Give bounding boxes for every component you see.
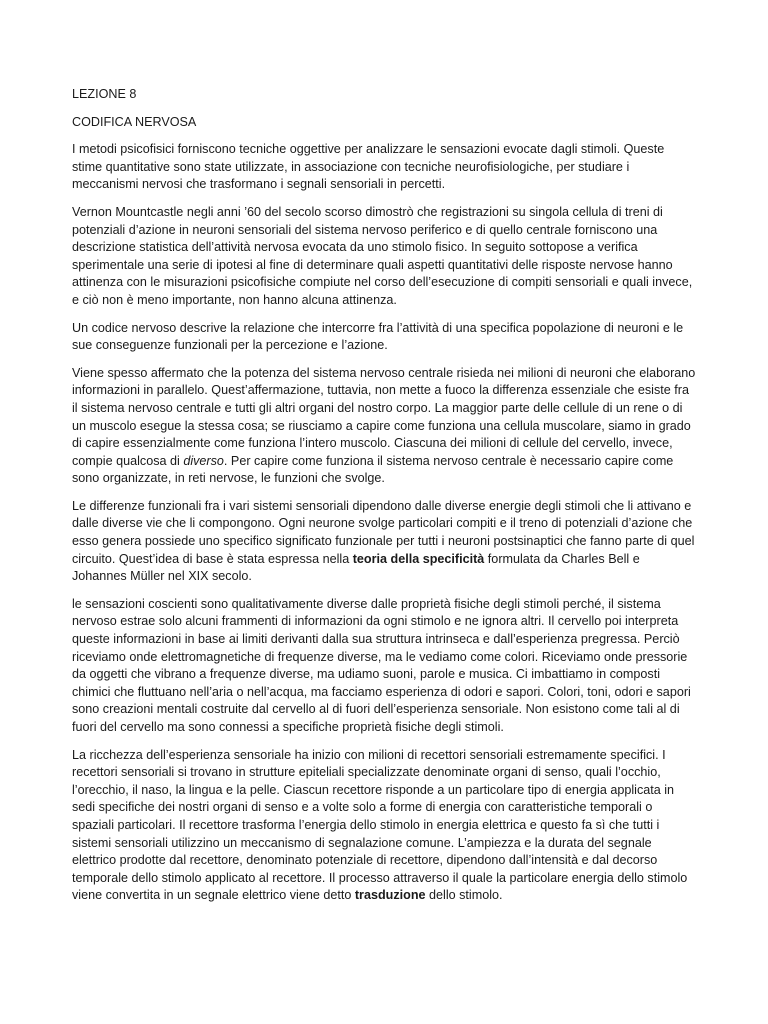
paragraph-receptors-text-a: La ricchezza dell’esperienza sensoriale ha inizio con milioni di recettori sensoriali estremamente specifici. I recettori sensoriali si trovano in strutture epiteliali specializzate denominate organi di senso, quali l’occhio, l’orecchio, il naso, la lingua e la pelle. Ciascun recettore risponde a un particolare tipo di energia applicata in sedi specifiche dei nostri organi di senso e a volte solo a forme di energia con caratteristiche temporali o spaziali particolari. Il recettore trasforma l’energia dello stimolo in energia elettrica e questo fa sì che tutti i sistemi sensoriali utilizzino un meccanismo di segnalazione comune. L’ampiezza e la durata del segnale elettrico prodotte dal recettore, denominato potenziale di recettore, dipendono dall’intensità e dal decorso temporale dello stimolo applicato al recettore. Il processo attraverso il quale la particolare energia dello stimolo viene convertita in un segnale elettrico viene detto (72, 747, 688, 903)
paragraph-receptors (72, 747, 696, 905)
paragraph-cns-power-text-b: . Per capire come funziona il sistema nervoso centrale è necessario capire come sono organizzate, in reti nervose, le funzioni che svolge. (72, 453, 674, 486)
paragraph-psychophysics: I metodi psicofisici forniscono tecniche oggettive per analizzare le sensazioni evocate dagli stimoli. Queste stime quantitative sono state utilizzate, in associazione con tecniche neurofisiologiche, per studiare i meccanismi nervosi che trasformano i segnali sensoriali in percetti. (72, 142, 665, 192)
bold-trasduzione: trasduzione (354, 888, 426, 903)
document-page (72, 86, 696, 915)
paragraph-receptors-text-b: dello stimolo. (425, 888, 503, 903)
lesson-label: LEZIONE 8 (72, 87, 137, 101)
italic-diverso: diverso (183, 453, 224, 468)
paragraph-specificity-text-a: Le differenze funzionali fra i vari sistemi sensoriali dipendono dalle diverse energie degli stimoli che li attivano e dalle diverse vie che li compongono. Ogni neurone svolge particolari compiti e il treno di potenziali d’azione che esso genera possiede uno specifico significato funzionale per tutti i neuroni postsinaptici che fanno parte di quel circuito. Quest’idea di base è stata espressa nella (72, 498, 695, 566)
paragraph-cns-power (72, 365, 696, 488)
bold-teoria-specificita: teoria della specificità (352, 551, 485, 566)
paragraph-mountcastle: Vernon Mountcastle negli anni ’60 del secolo scorso dimostrò che registrazioni su singola cellula di treni di potenziali d’azione in neuroni sensoriali del sistema nervoso periferico e di quello centrale forniscono una descrizione statistica dell’attività nervosa evocata da uno stimolo fisico. In seguito sottopose a verifica sperimentale una serie di ipotesi al fine di determinare quali aspetti quantitativi delle risposte nervose hanno attinenza con le misurazioni psicofisiche compiute nel corso dell’esecuzione di compiti sensoriali e quali invece, e ciò non è meno importante, non hanno alcuna attinenza. (72, 204, 693, 307)
section-title: CODIFICA NERVOSA (72, 114, 197, 129)
paragraph-cns-power-text-a: Viene spesso affermato che la potenza del sistema nervoso centrale risieda nei milioni di neuroni che elaborano informazioni in parallelo. Quest’affermazione, tuttavia, non mette a fuoco la differenza essenziale che esiste fra il sistema nervoso centrale e tutti gli altri organi del nostro corpo. La maggior parte delle cellule di un rene o di un muscolo esegue la stessa cosa; se riusciamo a capire come funziona una cellula muscolare, siamo in grado di capire essenzialmente come funziona l’intero muscolo. Ciascuna dei milioni di cellule del cervello, invece, compie qualcosa di (72, 365, 696, 468)
paragraph-specificity-text-b: formulata da Charles Bell e Johannes Müller nel XIX secolo. (72, 551, 640, 584)
paragraph-neural-code: Un codice nervoso descrive la relazione che intercorre fra l’attività di una specifica popolazione di neuroni e le sue conseguenze funzionali per la percezione e l’azione. (72, 320, 684, 353)
paragraph-specificity (72, 498, 696, 586)
paragraph-conscious-sensations: le sensazioni coscienti sono qualitativamente diverse dalle proprietà fisiche degli stimoli perché, il sistema nervoso estrae solo alcuni frammenti di informazioni da ogni stimolo e ne ignora altri. Il cervello poi interpreta queste informazioni in base ai limiti derivanti dalla sua struttura intrinseca e dall’esperienza pregressa. Perciò riceviamo onde elettromagnetiche di frequenze diverse, ma le vediamo come colori. Riceviamo onde pressorie da oggetti che vibrano a frequenze diverse, ma udiamo suoni, parole e musica. Ci imbattiamo in composti chimici che fluttuano nell’aria o nell’acqua, ma facciamo esperienza di odori e sapori. Colori, toni, odori e sapori sono creazioni mentali costruite dal cervello al di fuori dell’esperienza sensoriale. Non esistono come tali al di fuori del cervello ma sono connessi a specifiche proprietà fisiche degli stimoli. (72, 596, 691, 734)
